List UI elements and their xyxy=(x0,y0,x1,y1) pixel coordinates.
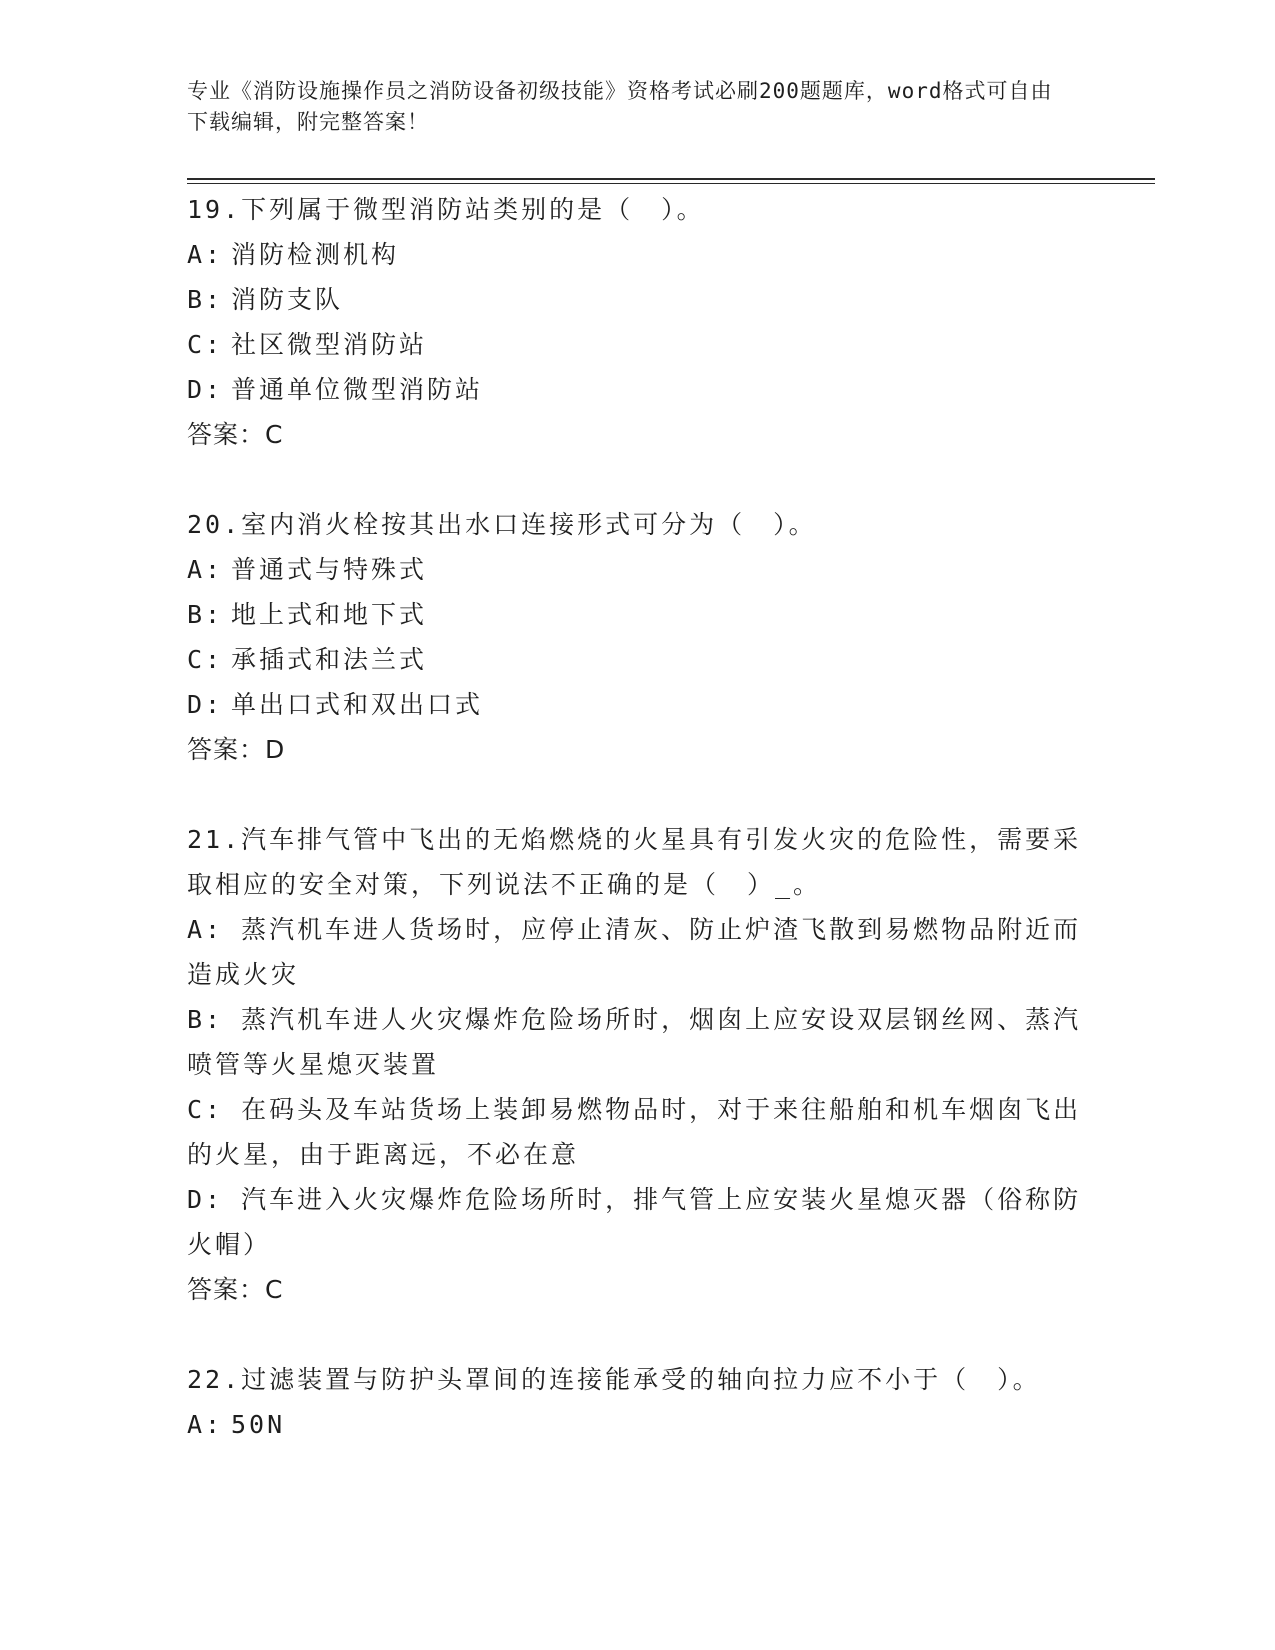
question-22 xyxy=(187,1357,1087,1447)
option-text: 普通式与特殊式 xyxy=(231,555,428,584)
option-text: 地上式和地下式 xyxy=(231,600,428,629)
option-a xyxy=(187,232,1087,277)
option-c xyxy=(187,637,1087,682)
option-c xyxy=(187,1087,1087,1177)
question-19 xyxy=(187,187,1087,457)
option-letter: C: xyxy=(187,330,224,359)
option-c xyxy=(187,322,1087,367)
document-intro: 专业《消防设施操作员之消防设备初级技能》资格考试必刷200题题库，word格式可自由下载编辑，附完整答案！ xyxy=(187,79,1053,134)
option-b xyxy=(187,592,1087,637)
option-letter: B: xyxy=(187,1005,224,1034)
option-text: 汽车进入火灾爆炸危险场所时，排气管上应安装火星熄灭器（俗称防火帽） xyxy=(187,1185,1082,1259)
option-text: 蒸汽机车进人火灾爆炸危险场所时，烟囱上应安设双层钢丝网、蒸汽喷管等火星熄灭装置 xyxy=(187,1005,1082,1079)
question-stem: 22.过滤装置与防护头罩间的连接能承受的轴向拉力应不小于（ ）。 xyxy=(187,1365,1041,1394)
question-21 xyxy=(187,817,1087,1312)
header-divider-thin xyxy=(187,183,1155,184)
answer-line: 答案：C xyxy=(187,420,284,449)
option-b xyxy=(187,277,1087,322)
option-text: 蒸汽机车进人货场时，应停止清灰、防止炉渣飞散到易燃物品附近而造成火灾 xyxy=(187,915,1082,989)
option-letter: A: xyxy=(187,915,224,944)
option-letter: A: xyxy=(187,555,224,584)
option-text: 在码头及车站货场上装卸易燃物品时，对于来往船舶和机车烟囱飞出的火星，由于距离远，不必在意 xyxy=(187,1095,1082,1169)
question-spacer xyxy=(187,1312,1087,1357)
option-d xyxy=(187,367,1087,412)
option-letter: B: xyxy=(187,600,224,629)
answer-line: 答案：C xyxy=(187,1275,284,1304)
question-spacer xyxy=(187,457,1087,502)
answer-line: 答案：D xyxy=(187,735,286,764)
option-text: 消防支队 xyxy=(231,285,344,314)
question-stem: 21.汽车排气管中飞出的无焰燃烧的火星具有引发火灾的危险性，需要采取相应的安全对策，下列说法不正确的是（ ）_。 xyxy=(187,825,1082,899)
option-d xyxy=(187,1177,1087,1267)
option-text: 消防检测机构 xyxy=(231,240,400,269)
option-text: 承插式和法兰式 xyxy=(231,645,428,674)
option-a xyxy=(187,1402,1087,1447)
question-20 xyxy=(187,502,1087,772)
option-letter: A: xyxy=(187,240,224,269)
question-stem: 19.下列属于微型消防站类别的是（ ）。 xyxy=(187,195,705,224)
option-letter: D: xyxy=(187,690,224,719)
option-a xyxy=(187,907,1087,997)
option-text: 普通单位微型消防站 xyxy=(231,375,484,404)
option-letter: A: xyxy=(187,1410,224,1439)
header-divider-thick xyxy=(187,178,1155,180)
question-list xyxy=(187,187,1087,1447)
question-stem: 20.室内消火栓按其出水口连接形式可分为（ ）。 xyxy=(187,510,817,539)
option-d xyxy=(187,682,1087,727)
option-letter: D: xyxy=(187,375,224,404)
option-letter: C: xyxy=(187,645,224,674)
option-text: 单出口式和双出口式 xyxy=(231,690,484,719)
option-letter: C: xyxy=(187,1095,224,1124)
option-text: 社区微型消防站 xyxy=(231,330,428,359)
option-b xyxy=(187,997,1087,1087)
question-spacer xyxy=(187,772,1087,817)
option-a xyxy=(187,547,1087,592)
option-text: 50N xyxy=(231,1410,286,1439)
option-letter: B: xyxy=(187,285,224,314)
option-letter: D: xyxy=(187,1185,224,1214)
